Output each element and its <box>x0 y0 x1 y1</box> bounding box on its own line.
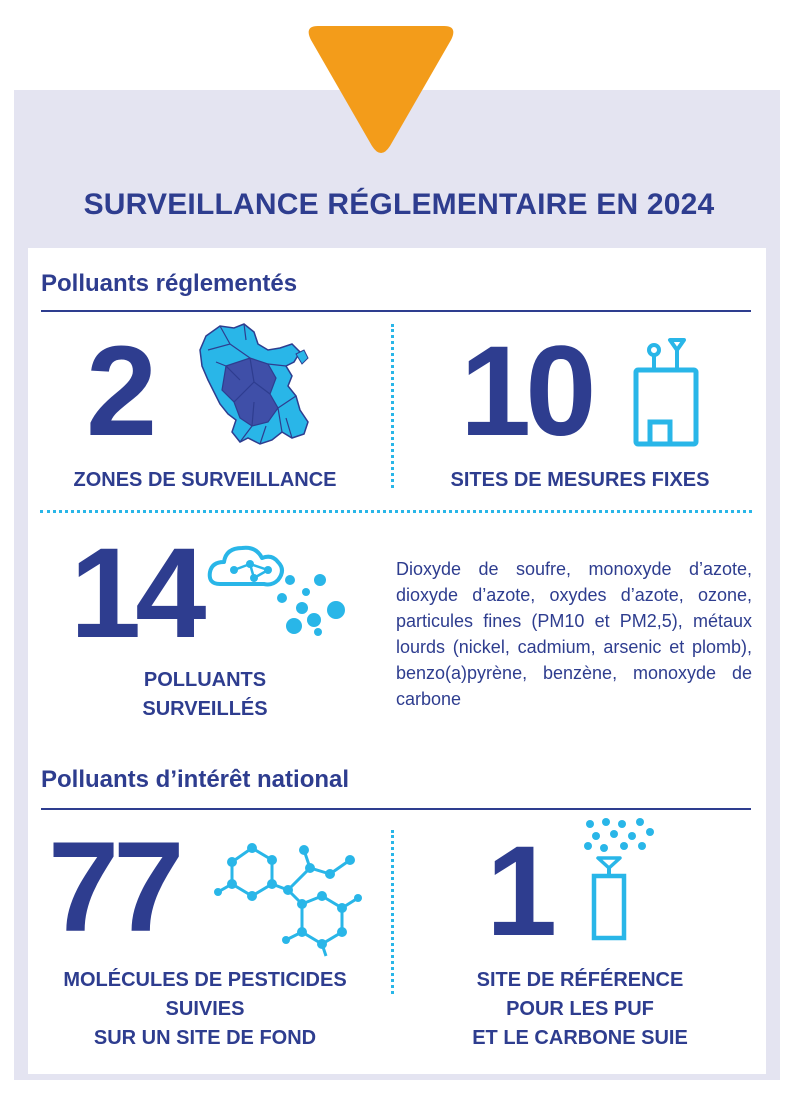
orange-triangle-icon <box>0 0 798 170</box>
pollutants-label-line1: POLLUANTS <box>143 669 267 691</box>
sites-number: 10 <box>460 320 591 463</box>
pollutants-number: 14 <box>70 522 201 665</box>
martinique-map-icon <box>196 322 322 452</box>
reference-label-line1: SITE DE RÉFÉRENCE <box>476 969 684 991</box>
pesticides-number: 77 <box>48 816 179 959</box>
section-rule <box>41 310 751 312</box>
reference-label <box>430 966 730 1053</box>
pesticides-label-line2: SUIVIES <box>165 998 245 1020</box>
column-divider <box>391 324 394 488</box>
section-heading-national: Polluants d’intérêt national <box>41 766 350 793</box>
pesticides-label-line1: MOLÉCULES DE PESTICIDES <box>63 969 347 991</box>
molecule-icon <box>208 840 368 958</box>
zones-number: 2 <box>86 320 152 463</box>
pollutants-description: Dioxyde de soufre, monoxyde d’azote, dioxyde d’azote, oxydes d’azote, ozone, particules fines (PM10 et PM2,5), métaux lourds (nickel, cadmium, arsenic et plomb), benzo(a)pyrène, benzène, monoxyde de carbone <box>396 559 752 709</box>
section-heading-regulated: Polluants réglementés <box>41 270 298 297</box>
pollution-cloud-icon <box>206 542 350 638</box>
pollutants-label-line2: SURVEILLÉS <box>142 698 268 720</box>
column-divider <box>391 830 394 994</box>
page-title: SURVEILLANCE RÉGLEMENTAIRE EN 2024 <box>83 188 715 221</box>
reference-label-line2: POUR LES PUF <box>506 998 654 1020</box>
reference-number: 1 <box>486 820 552 963</box>
sites-label: SITES DE MESURES FIXES <box>450 469 710 491</box>
pesticides-label-line3: SUR UN SITE DE FOND <box>93 1027 317 1049</box>
row-divider <box>40 510 752 513</box>
particle-sampler-icon <box>582 818 658 944</box>
reference-label-line3: ET LE CARBONE SUIE <box>472 1027 688 1049</box>
section-rule <box>41 808 751 810</box>
pollutants-label <box>70 666 340 724</box>
measuring-station-icon <box>628 336 704 448</box>
zones-label: ZONES DE SURVEILLANCE <box>73 469 337 491</box>
pesticides-label <box>40 966 370 1053</box>
